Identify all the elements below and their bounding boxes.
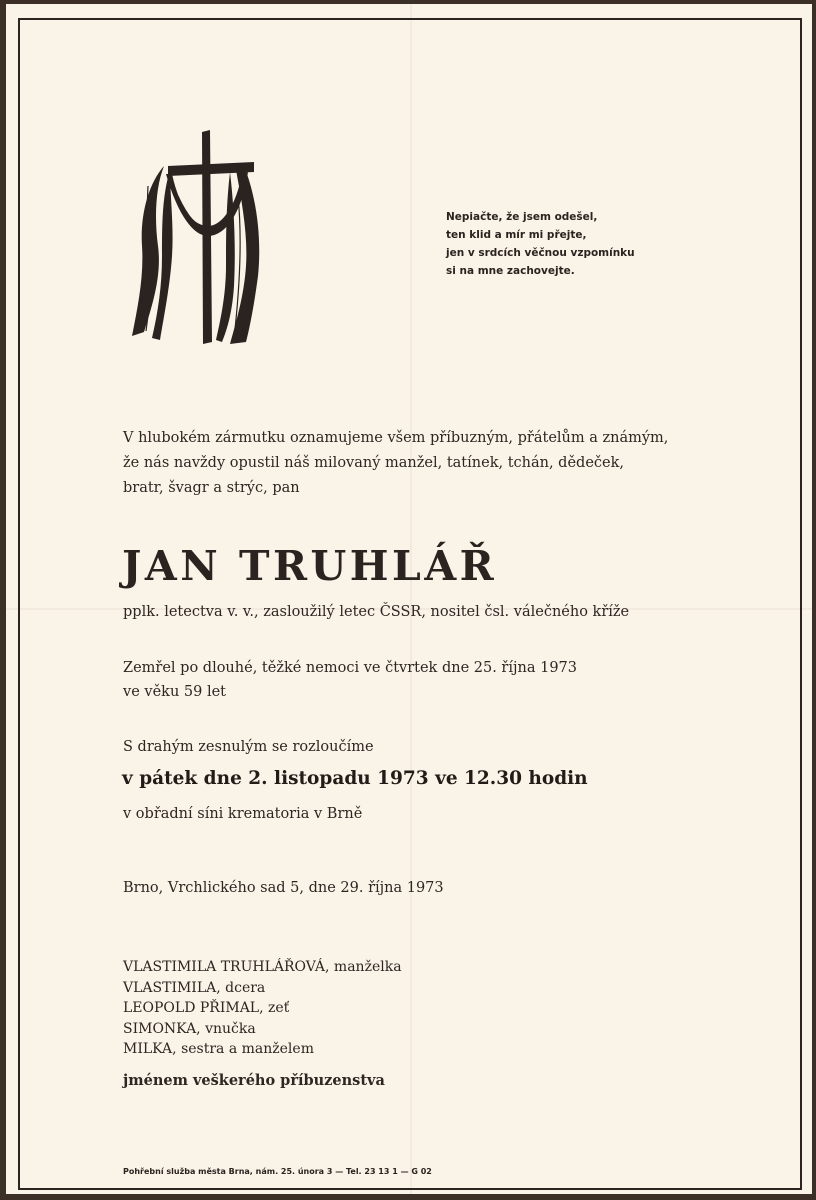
mourner: VLASTIMILA, dcera (123, 979, 266, 996)
intro-line: že nás navždy opustil náš milovaný manžel, tatínek, tchán, dědeček, (123, 455, 625, 471)
mourner: LEOPOLD PŘIMAL, zeť (123, 1000, 290, 1016)
deceased-name: JAN TRUHLÁŘ (122, 542, 498, 590)
verse-line: ten klid a mír mi přejte, (446, 229, 587, 241)
deceased-title: pplk. letectva v. v., zasloužilý letec ČSSR, nositel čsl. válečného kříže (123, 604, 630, 620)
mourner: SIMONKA, vnučka (123, 1020, 256, 1037)
mourner: MILKA, sestra a manželem (123, 1041, 314, 1057)
mourners-list (123, 957, 402, 1060)
death-notice (123, 656, 577, 704)
intro-line: V hlubokém zármutku oznamujeme všem příbuzným, přátelům a známým, (123, 430, 669, 446)
address-date: Brno, Vrchlického sad 5, dne 29. října 1973 (123, 880, 444, 896)
mourner: VLASTIMILA TRUHLÁŘOVÁ, manželka (123, 959, 402, 975)
intro-line: bratr, švagr a strýc, pan (123, 480, 300, 496)
death-line: ve věku 59 let (123, 684, 226, 700)
parte-sheet (6, 4, 812, 1194)
farewell-date: v pátek dne 2. listopadu 1973 ve 12.30 hodin (122, 768, 588, 789)
death-line: Zemřel po dlouhé, těžké nemoci ve čtvrtek dne 25. října 1973 (123, 660, 577, 676)
on-behalf-line: jménem veškerého příbuzenstva (123, 1072, 385, 1089)
farewell-place: v obřadní síni krematoria v Brně (123, 806, 363, 822)
verse-line: jen v srdcích věčnou vzpomínku (446, 247, 635, 259)
verse-line: si na mne zachovejte. (446, 265, 575, 277)
printer-footer: Pohřební služba města Brna, nám. 25. února 3 — Tel. 23 13 1 — G 02 (123, 1167, 432, 1176)
farewell-intro: S drahým zesnulým se rozloučíme (123, 739, 374, 755)
verse-line: Nepiačte, že jsem odešel, (446, 211, 598, 223)
announcement-intro (123, 426, 668, 501)
memorial-verse (446, 208, 635, 280)
cross-with-shroud-icon (118, 126, 266, 348)
